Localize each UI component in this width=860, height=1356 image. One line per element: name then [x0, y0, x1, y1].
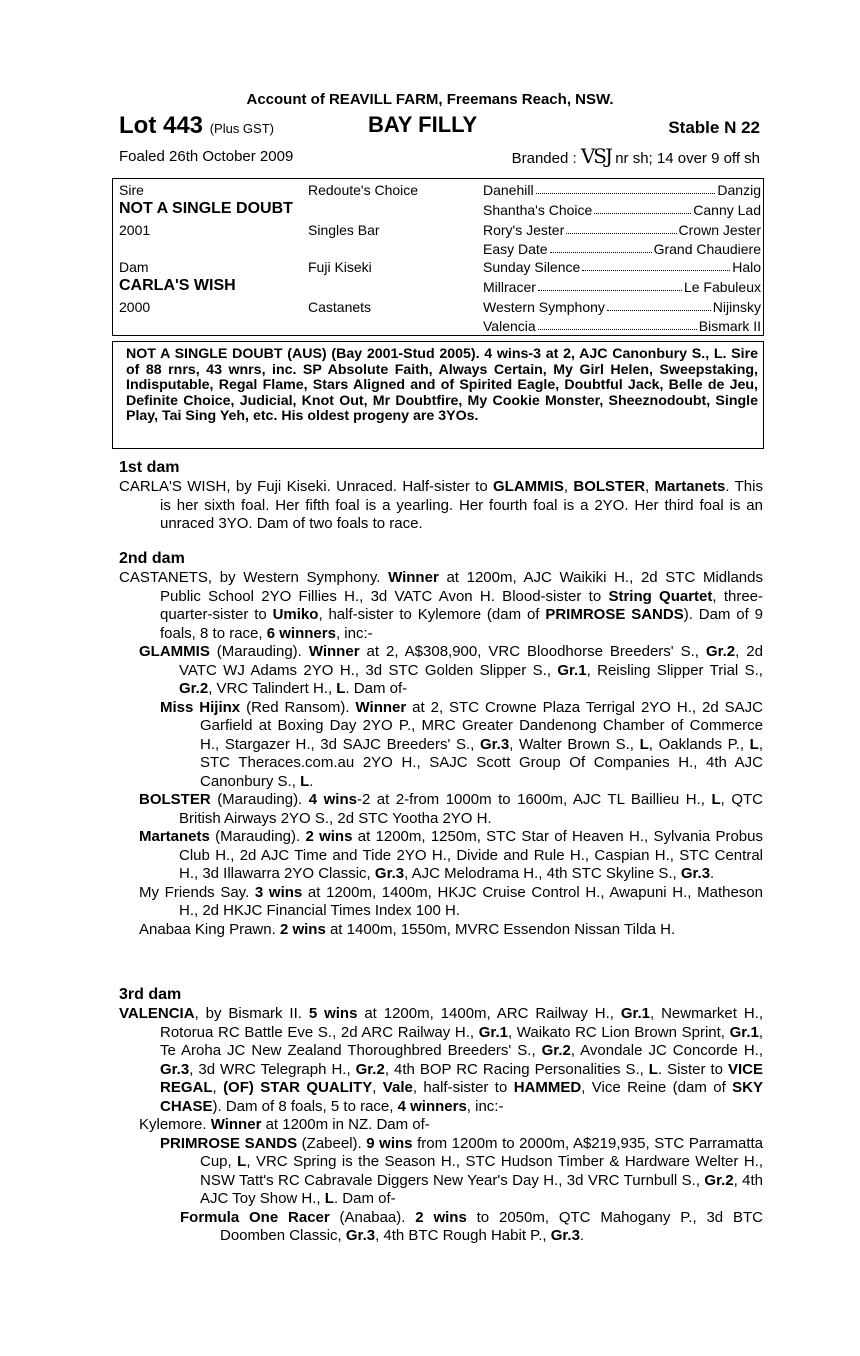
ancestor-left: Danehill	[483, 182, 534, 198]
ancestor-row	[483, 279, 761, 295]
produce-record: My Friends Say. 3 wins at 1200m, 1400m, HKJC Cruise Control H., Awapuni H., Matheson H., 2d HKJC Financial Times Index 100 H.	[139, 883, 763, 919]
brand-mark: VSJ	[580, 144, 612, 168]
second-dam-list	[119, 569, 763, 939]
produce-record: Miss Hijinx (Red Ransom). Winner at 2, STC Crowne Plaza Terrigal 2YO H., 2d SAJC Garfield at Boxing Day 2YO P., MRC Greater Dandenong Chamber of Commerce H., Stargazer H., 3d SAJC Breeders' S., Gr.3, Walter Brown S., L, Oaklands P., L, STC Theraces.com.au 2YO H., SAJC Scott Group Of Companies H., 4th AJC Canonbury S., L.	[160, 698, 763, 790]
sire-label: Sire	[119, 182, 144, 198]
first-dam-text: CARLA'S WISH, by Fuji Kiseki. Unraced. Half-sister to GLAMMIS, BOLSTER, Martanets. This is her sixth foal. Her fifth foal is a yearling. Her fourth foal is a 2YO. Her third foal is an unraced 3YO. Dam of two foals to race.	[119, 478, 763, 532]
ancestor-row	[483, 241, 761, 257]
gst-note: (Plus GST)	[209, 121, 274, 136]
second-dam-section	[119, 549, 763, 939]
produce-record: Formula One Racer (Anabaa). 2 wins to 2050m, QTC Mahogany P., 3d BTC Doomben Classic, Gr.3, 4th BTC Rough Habit P., Gr.3.	[180, 1208, 763, 1244]
sire-dam: Singles Bar	[308, 222, 380, 238]
ancestor-right: Bismark II	[698, 318, 761, 334]
vendor-account: Account of REAVILL FARM, Freemans Reach, NSW.	[246, 91, 614, 108]
ancestor-left: Rory's Jester	[483, 222, 565, 238]
ancestor-right: Grand Chaudiere	[653, 241, 761, 257]
brand-label: Branded :	[511, 150, 577, 167]
lot-number	[119, 112, 274, 140]
sire-sire: Redoute's Choice	[308, 182, 419, 198]
ancestor-row	[483, 259, 761, 275]
dam-sire: Fuji Kiseki	[308, 259, 372, 275]
dam-label: Dam	[119, 259, 149, 275]
ancestor-left: Sunday Silence	[483, 259, 581, 275]
sire-summary: NOT A SINGLE DOUBT (AUS) (Bay 2001-Stud 2005). 4 wins-3 at 2, AJC Canonbury S., L. Sire of 88 rnrs, 43 wnrs, inc. SP Absolute Faith, Always Certain, My Girl Helen, Sweepstaking, Indisputable, Regal Flame, Stars Aligned and of Spirited Eagle, Doubtful Jack, Belle de Jeu, Definite Choice, Judicial, Knot Out, Mr Doubtfire, My Cookie Monster, Sheeznodoubt, Single Play, Tai Sing Yeh, etc. His oldest progeny are 3YOs.	[112, 341, 764, 449]
pedigree-table	[112, 178, 764, 336]
produce-record: GLAMMIS (Marauding). Winner at 2, A$308,900, VRC Bloodhorse Breeders' S., Gr.2, 2d VATC WJ Adams 2YO H., 3d STC Golden Slipper S., Gr.1, Reisling Slipper Trial S., Gr.2, VRC Talindert H., L. Dam of-	[139, 643, 763, 697]
ancestor-left: Valencia	[483, 318, 536, 334]
produce-record: Anabaa King Prawn. 2 wins at 1400m, 1550m, MVRC Essendon Nissan Tilda H.	[139, 920, 676, 938]
dam-name: CARLA'S WISH	[119, 277, 236, 294]
brand-info	[512, 144, 760, 168]
ancestor-right: Danzig	[717, 182, 761, 198]
stable-location: Stable N 22	[668, 118, 760, 137]
brand-description: nr sh; 14 over 9 off sh	[615, 150, 760, 167]
ancestor-left: Easy Date	[483, 241, 548, 257]
produce-record: Martanets (Marauding). 2 wins at 1200m, 1250m, STC Star of Heaven H., Sylvania Probus Club H., 2d AJC Time and Tide 2YO H., Divide and Rule H., Caspian H., STC Central H., 3d Illawarra 2YO Classic, Gr.3, AJC Melodrama H., 4th STC Skyline S., Gr.3.	[139, 828, 763, 882]
produce-record: BOLSTER (Marauding). 4 wins-2 at 2-from 1000m to 1600m, AJC TL Baillieu H., L, QTC British Airways 2YO S., 2d STC Yootha 2YO H.	[139, 791, 763, 827]
lot-label: Lot 443	[119, 112, 204, 139]
produce-record: CASTANETS, by Western Symphony. Winner at 1200m, AJC Waikiki H., 2d STC Midlands Public School 2YO Fillies H., 3d VATC Avon H. Blood-sister to String Quartet, three-quarter-sister to Umiko, half-sister to Kylemore (dam of PRIMROSE SANDS). Dam of 9 foals, 8 to race, 6 winners, inc:-	[119, 569, 764, 642]
ancestor-row	[483, 222, 761, 238]
third-dam-heading: 3rd dam	[119, 986, 182, 1003]
ancestor-row	[483, 202, 761, 218]
sire-year: 2001	[119, 222, 151, 238]
ancestor-right: Crown Jester	[678, 222, 761, 238]
third-dam-section	[119, 985, 763, 1246]
ancestor-right: Nijinsky	[712, 299, 761, 315]
foaled-date: Foaled 26th October 2009	[119, 148, 294, 165]
ancestor-row	[483, 299, 761, 315]
first-dam-section	[119, 458, 763, 534]
ancestor-right: Halo	[732, 259, 761, 275]
produce-record: VALENCIA, by Bismark II. 5 wins at 1200m, 1400m, ARC Railway H., Gr.1, Newmarket H., Rotorua RC Battle Eve S., 2d ARC Railway H., Gr.1, Waikato RC Lion Brown Sprint, Gr.1, Te Aroha JC New Zealand Thoroughbred Breeders' S., Gr.2, Avondale JC Concorde H., Gr.3, 3d WRC Telegraph H., Gr.2, 4th BOP RC Racing Personalities S., L. Sister to VICE REGAL, (OF) STAR QUALITY, Vale, half-sister to HAMMED, Vice Reine (dam of SKY CHASE). Dam of 8 foals, 5 to race, 4 winners, inc:-	[119, 1005, 763, 1115]
ancestor-left: Western Symphony	[483, 299, 605, 315]
ancestor-row	[483, 318, 761, 334]
sire-name: NOT A SINGLE DOUBT	[119, 200, 293, 217]
produce-record: PRIMROSE SANDS (Zabeel). 9 wins from 1200m to 2000m, A$219,935, STC Parramatta Cup, L, VRC Spring is the Season H., STC Hudson Timber & Hardware Welter H., NSW Tatt's RC Cabravale Diggers New Year's Day H., 3d VRC Turnbull S., Gr.2, 4th AJC Toy Show H., L. Dam of-	[160, 1134, 764, 1207]
horse-description: BAY FILLY	[368, 112, 478, 137]
ancestor-row	[483, 182, 761, 198]
ancestor-left: Shantha's Choice	[483, 202, 593, 218]
first-dam-heading: 1st dam	[119, 459, 180, 476]
produce-record: Kylemore. Winner at 1200m in NZ. Dam of-	[139, 1116, 430, 1133]
ancestor-right: Canny Lad	[693, 202, 761, 218]
dam-year: 2000	[119, 299, 151, 315]
second-dam-heading: 2nd dam	[119, 550, 185, 567]
ancestor-left: Millracer	[483, 279, 536, 295]
third-dam-list	[119, 1005, 763, 1246]
ancestor-right: Le Fabuleux	[683, 279, 761, 295]
dam-dam: Castanets	[308, 299, 372, 315]
